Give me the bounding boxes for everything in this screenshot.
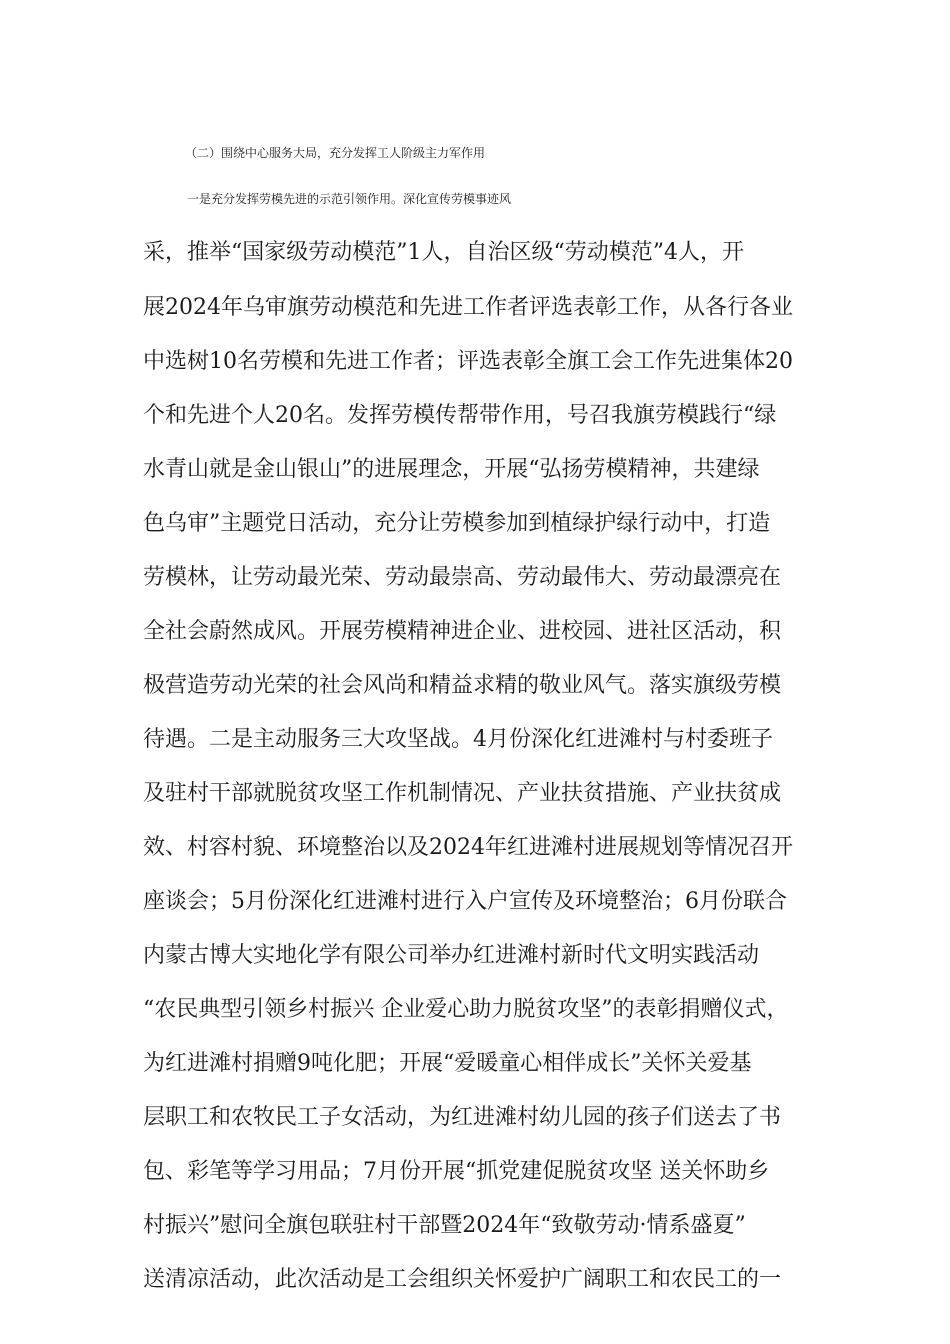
paragraph-line: 中选树10名劳模和先进工作者；评选表彰全旗工会工作先进集体20 <box>143 349 793 374</box>
paragraph-line: 劳模林，让劳动最光荣、劳动最崇高、劳动最伟大、劳动最漂亮在 <box>143 565 782 590</box>
paragraph-line: 及驻村干部就脱贫攻坚工作机制情况、产业扶贫措施、产业扶贫成 <box>143 781 782 806</box>
paragraph-line: 水青山就是金山银山”的进展理念，开展“弘扬劳模精神，共建绿 <box>143 457 760 482</box>
paragraph-line: 送清凉活动，此次活动是工会组织关怀爱护广阔职工和农民工的一 <box>143 1267 782 1292</box>
paragraph-line: 座谈会；5月份深化红进滩村进行入户宣传及环境整治；6月份联合 <box>143 889 787 914</box>
paragraph-line: 包、彩笔等学习用品；7月份开展“抓党建促脱贫攻坚 送关怀助乡 <box>143 1159 770 1184</box>
paragraph-line: 色乌审”主题党日活动，充分让劳模参加到植绿护绿行动中，打造 <box>143 511 771 536</box>
section-heading: （二）围绕中心服务大局，充分发挥工人阶级主力军作用 <box>185 146 486 160</box>
paragraph-line: 采，推举“国家级劳动模范”1人，自治区级“劳动模范”4人，开 <box>143 240 744 265</box>
paragraph-line: 层职工和农牧民工子女活动，为红进滩村幼儿园的孩子们送去了书 <box>143 1105 782 1130</box>
paragraph-line: 村振兴”慰问全旗包联驻村干部暨2024年“致敬劳动·情系盛夏” <box>143 1213 746 1238</box>
paragraph-line: 待遇。二是主动服务三大攻坚战。4月份深化红进滩村与村委班子 <box>143 727 773 752</box>
paragraph-line: 全社会蔚然成风。开展劳模精神进企业、进校园、进社区活动，积 <box>143 619 782 644</box>
paragraph-line: 内蒙古博大实地化学有限公司举办红进滩村新时代文明实践活动 <box>143 943 760 968</box>
paragraph-line: 极营造劳动光荣的社会风尚和精益求精的敬业风气。落实旗级劳模 <box>143 673 782 698</box>
paragraph-line: 效、村容村貌、环境整治以及2024年红进滩村进展规划等情况召开 <box>143 835 793 860</box>
paragraph-line: 一是充分发挥劳模先进的示范引领作用。深化宣传劳模事迹风 <box>187 192 512 206</box>
paragraph-line: “农民典型引领乡村振兴 企业爱心助力脱贫攻坚”的表彰捐赠仪式， <box>143 997 789 1022</box>
paragraph-line: 展2024年乌审旗劳动模范和先进工作者评选表彰工作，从各行各业 <box>143 295 793 320</box>
paragraph-line: 个和先进个人20名。发挥劳模传帮带作用，号召我旗劳模践行“绿 <box>143 403 777 428</box>
paragraph-line: 为红进滩村捐赠9吨化肥；开展“爱暖童心相伴成长”关怀关爱基 <box>143 1051 752 1076</box>
